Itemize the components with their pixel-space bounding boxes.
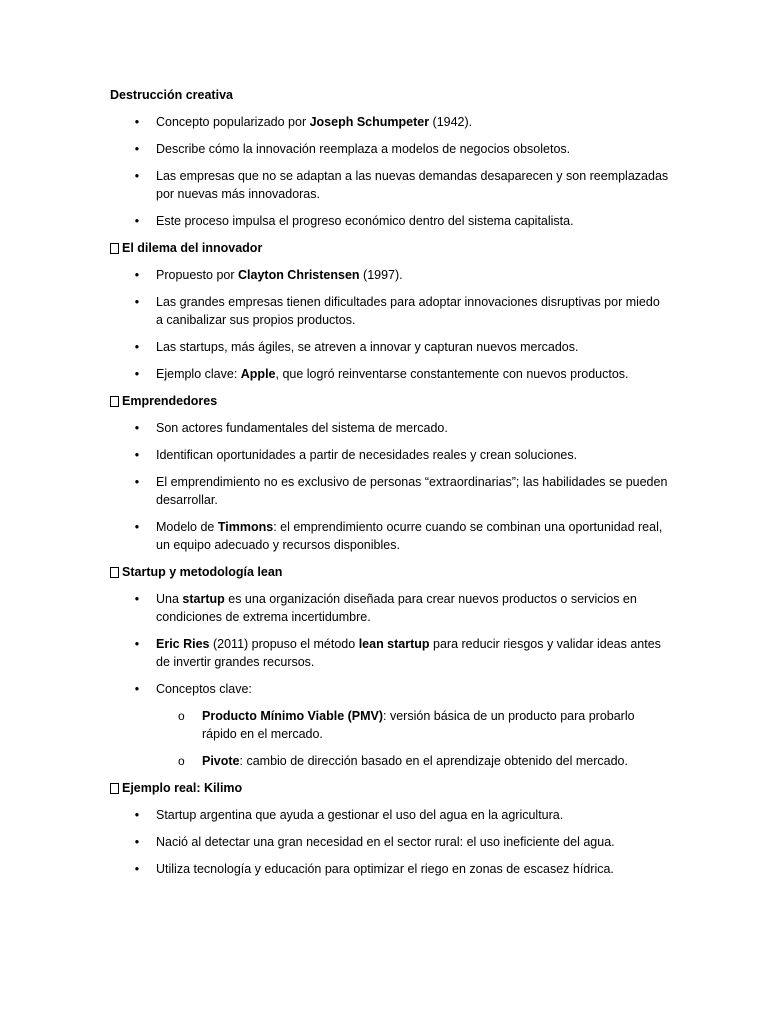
list-item	[110, 419, 670, 437]
text-run: Startup argentina que ayuda a gestionar el uso del agua en la agricultura.	[156, 808, 564, 822]
list-item	[110, 167, 670, 203]
section-heading	[110, 779, 670, 797]
text-run: Utiliza tecnología y educación para optimizar el riego en zonas de escasez hídrica.	[156, 862, 614, 876]
bullet-icon: •	[134, 862, 140, 876]
section-heading	[110, 563, 670, 581]
list-item	[110, 473, 670, 509]
bullet-icon: •	[134, 367, 140, 381]
section-title: El dilema del innovador	[122, 241, 263, 255]
bullet-icon: •	[134, 448, 140, 462]
list-item	[110, 140, 670, 158]
list-item	[110, 266, 670, 284]
bullet-list	[110, 113, 670, 230]
bold-text-run: startup	[182, 592, 225, 606]
bold-text-run: Pivote	[202, 754, 240, 768]
list-item	[110, 365, 670, 383]
section-heading	[110, 392, 670, 410]
bullet-list	[110, 590, 670, 770]
text-run: : versión básica de un producto para probarlo rápido en el mercado.	[202, 709, 635, 741]
text-run: Las startups, más ágiles, se atreven a innovar y capturan nuevos mercados.	[156, 340, 579, 354]
list-item	[110, 212, 670, 230]
list-item	[110, 590, 670, 626]
circle-bullet-icon: o	[178, 709, 185, 723]
text-run: Identifican oportunidades a partir de necesidades reales y crean soluciones.	[156, 448, 578, 462]
text-run: (2011) propuso el método	[209, 637, 359, 651]
text-run: es una organización diseñada para crear nuevos productos o servicios en condiciones de extrema incertidumbre.	[156, 592, 637, 624]
list-item	[110, 518, 670, 554]
bullet-icon: •	[134, 592, 140, 606]
bullet-list	[110, 806, 670, 878]
bullet-icon: •	[134, 637, 140, 651]
document-page	[110, 86, 670, 887]
list-item	[110, 860, 670, 878]
bold-text-run: Producto Mínimo Viable (PMV)	[202, 709, 384, 723]
bold-text-run: Apple	[240, 367, 276, 381]
list-item	[110, 806, 670, 824]
bold-text-run: Clayton Christensen	[238, 268, 360, 282]
missing-glyph-icon	[110, 243, 119, 254]
bullet-icon: •	[134, 214, 140, 228]
bullet-icon: •	[134, 340, 140, 354]
bullet-icon: •	[134, 520, 140, 534]
bold-text-run: Timmons	[217, 520, 274, 534]
bold-text-run: Eric Ries	[156, 637, 210, 651]
text-run: Concepto popularizado por	[156, 115, 310, 129]
bullet-icon: •	[134, 835, 140, 849]
list-item	[110, 680, 670, 770]
bold-text-run: Joseph Schumpeter	[309, 115, 430, 129]
list-item	[110, 293, 670, 329]
text-run: Una	[156, 592, 183, 606]
sub-bullet-list	[156, 707, 670, 770]
text-run: Las grandes empresas tienen dificultades para adoptar innovaciones disruptivas por miedo a canibalizar sus propios productos.	[156, 295, 660, 327]
text-run: Conceptos clave:	[156, 682, 252, 696]
text-run: Modelo de	[156, 520, 218, 534]
bullet-list	[110, 419, 670, 554]
bullet-list	[110, 266, 670, 383]
text-run: : el emprendimiento ocurre cuando se combinan una oportunidad real, un equipo adecuado y recursos disponibles.	[156, 520, 663, 552]
text-run: Las empresas que no se adaptan a las nuevas demandas desaparecen y son reemplazadas por nuevas más innovadoras.	[156, 169, 669, 201]
bullet-icon: •	[134, 268, 140, 282]
missing-glyph-icon	[110, 567, 119, 578]
section-heading	[110, 86, 670, 104]
section-title: Ejemplo real: Kilimo	[122, 781, 243, 795]
text-run: Este proceso impulsa el progreso económico dentro del sistema capitalista.	[156, 214, 574, 228]
section-heading	[110, 239, 670, 257]
list-item	[110, 833, 670, 851]
text-run: (1942).	[429, 115, 473, 129]
text-run: Propuesto por	[156, 268, 238, 282]
bullet-icon: •	[134, 682, 140, 696]
text-run: (1997).	[359, 268, 403, 282]
sub-list-item	[156, 752, 670, 770]
text-run: Son actores fundamentales del sistema de mercado.	[156, 421, 448, 435]
text-run: para reducir riesgos y validar ideas antes de invertir grandes recursos.	[156, 637, 661, 669]
text-run: El emprendimiento no es exclusivo de personas “extraordinarias”; las habilidades se pueden desarrollar.	[156, 475, 668, 507]
list-item	[110, 635, 670, 671]
text-run: : cambio de dirección basado en el aprendizaje obtenido del mercado.	[239, 754, 628, 768]
text-run: Nació al detectar una gran necesidad en el sector rural: el uso ineficiente del agua.	[156, 835, 615, 849]
bullet-icon: •	[134, 115, 140, 129]
section-title: Destrucción creativa	[110, 88, 233, 102]
missing-glyph-icon	[110, 783, 119, 794]
section-title: Startup y metodología lean	[122, 565, 283, 579]
text-run: , que logró reinventarse constantemente con nuevos productos.	[275, 367, 629, 381]
text-run: Describe cómo la innovación reemplaza a modelos de negocios obsoletos.	[156, 142, 571, 156]
list-item	[110, 113, 670, 131]
section-title: Emprendedores	[122, 394, 218, 408]
circle-bullet-icon: o	[178, 754, 185, 768]
bullet-icon: •	[134, 475, 140, 489]
bullet-icon: •	[134, 142, 140, 156]
missing-glyph-icon	[110, 396, 119, 407]
sub-list-item	[156, 707, 670, 743]
list-item	[110, 446, 670, 464]
list-item	[110, 338, 670, 356]
text-run: Ejemplo clave:	[156, 367, 241, 381]
bullet-icon: •	[134, 421, 140, 435]
bullet-icon: •	[134, 295, 140, 309]
bold-text-run: lean startup	[358, 637, 430, 651]
bullet-icon: •	[134, 808, 140, 822]
bullet-icon: •	[134, 169, 140, 183]
